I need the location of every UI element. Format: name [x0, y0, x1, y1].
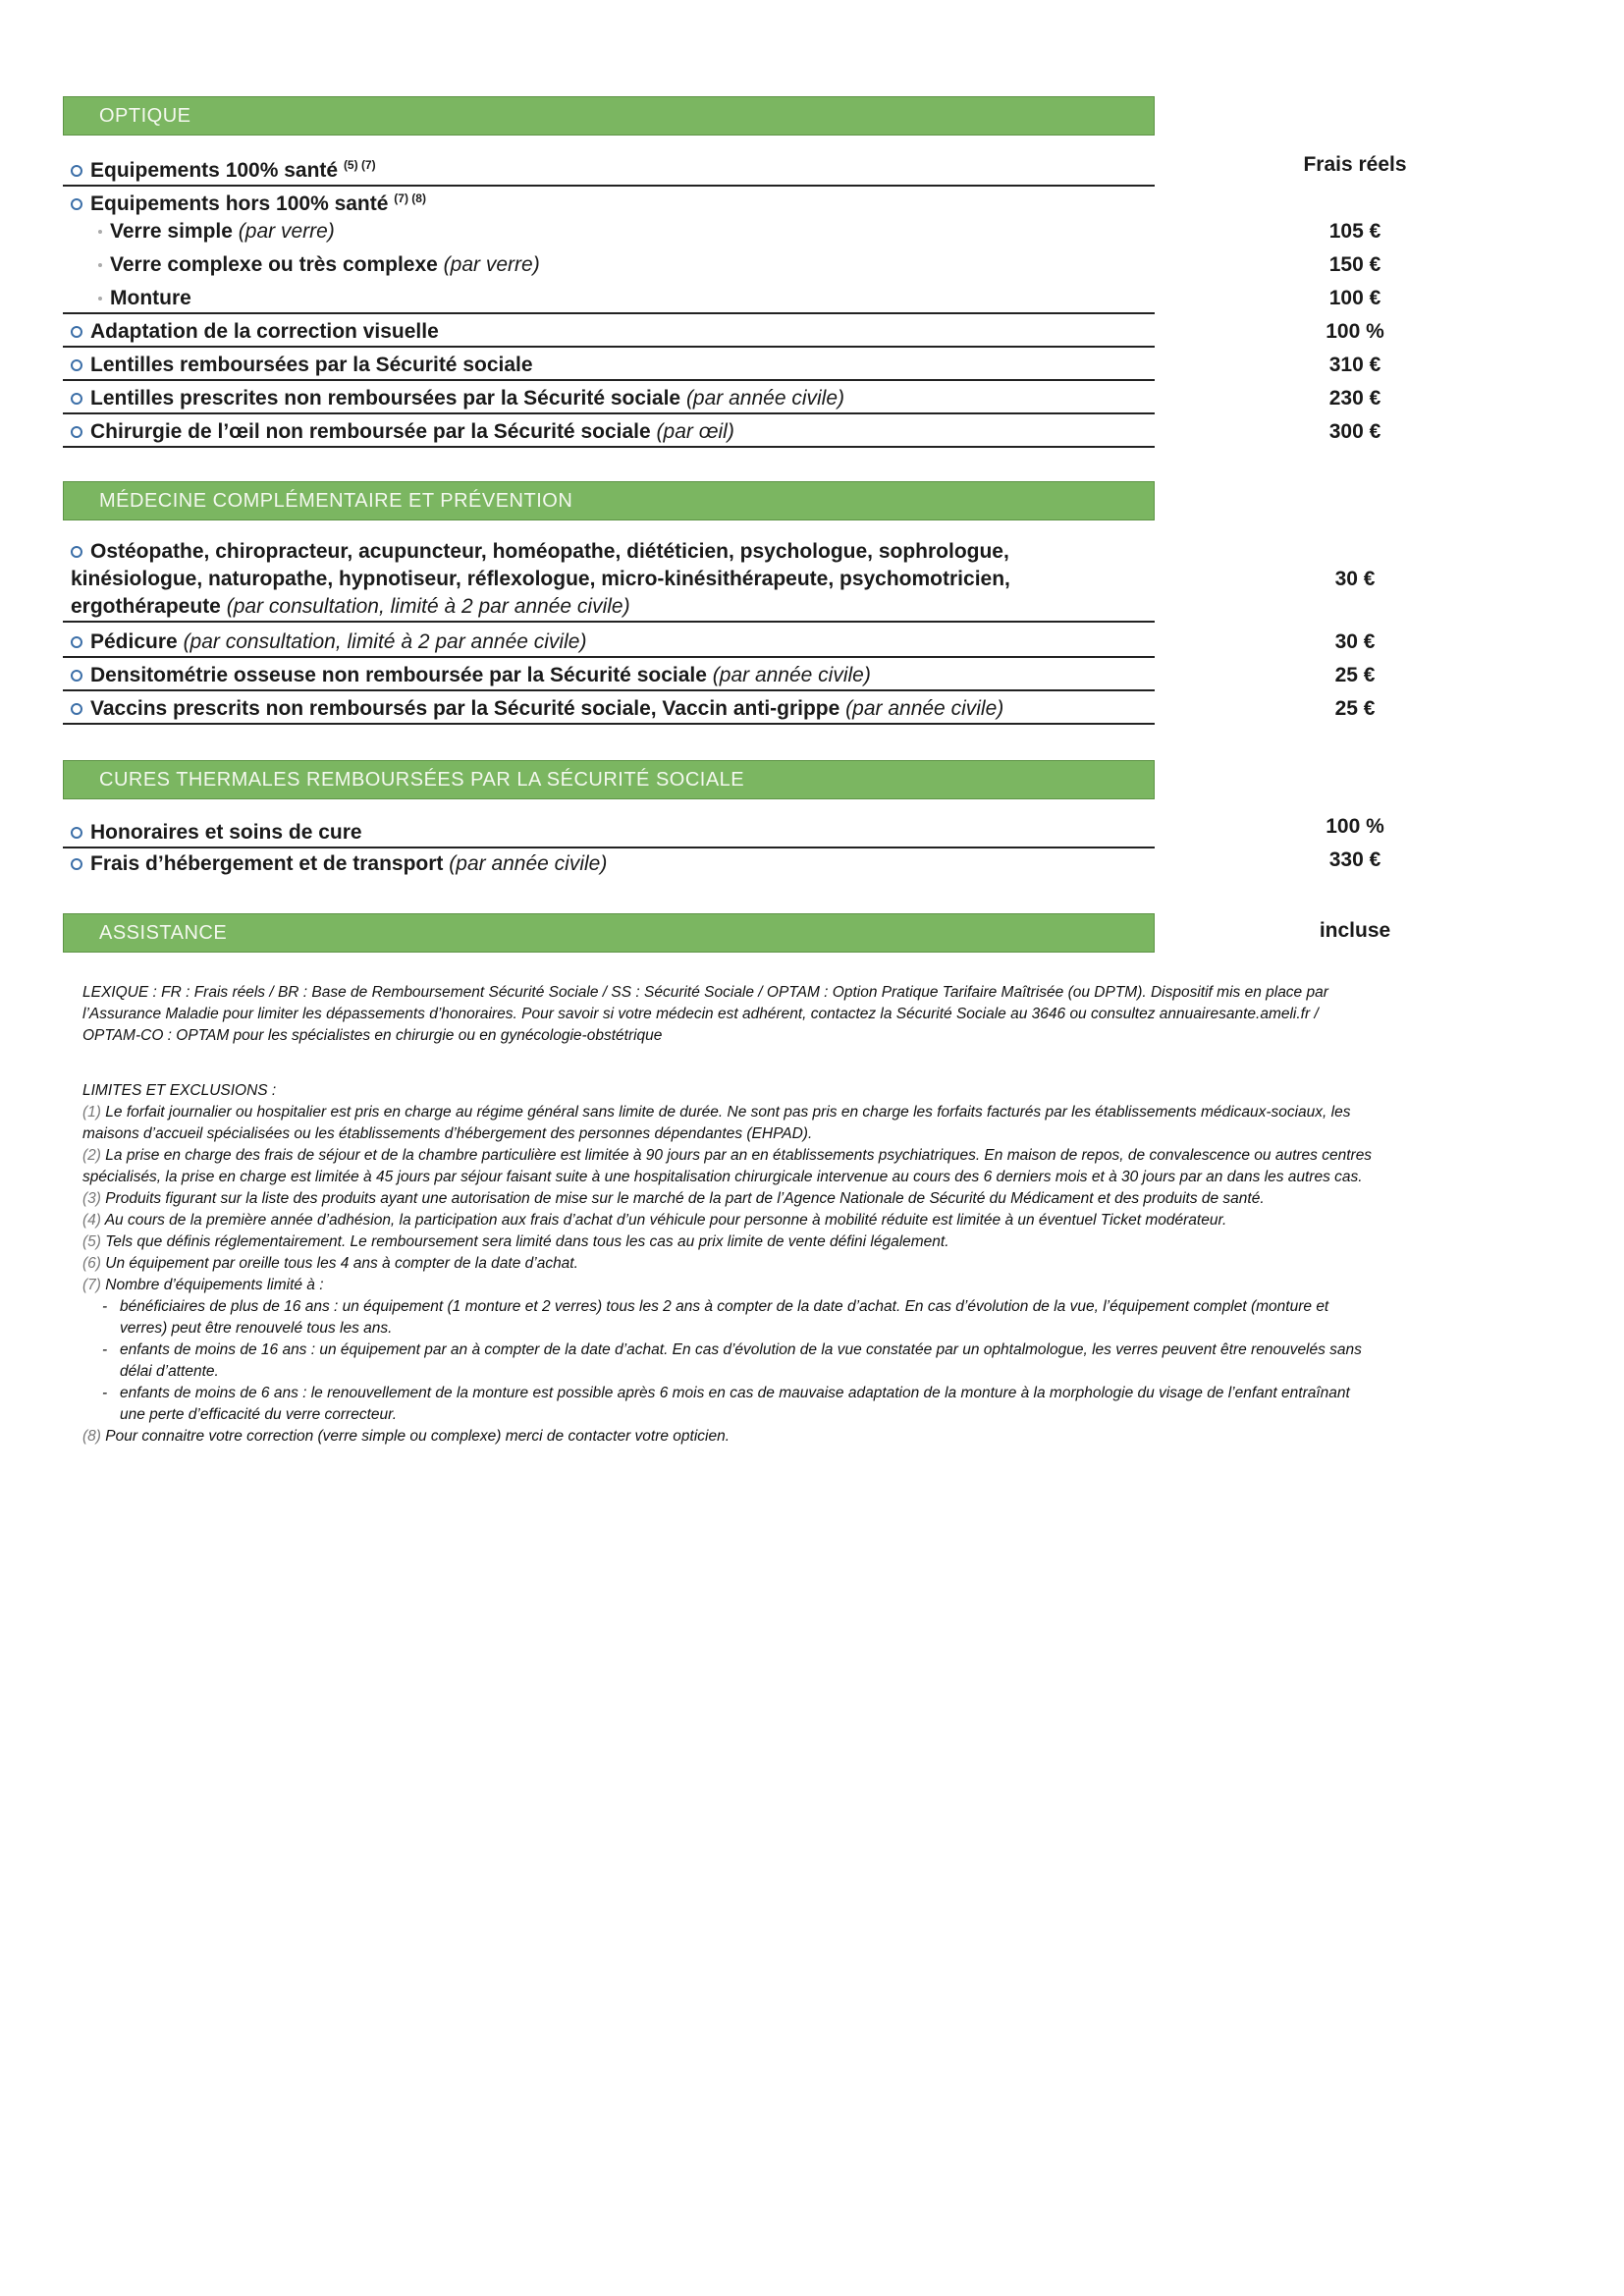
row-equipements-100-sante: Equipements 100% santé $^{(5) (7)}$ — [63, 151, 1155, 187]
section-header-cures: CURES THERMALES REMBOURSÉES PAR LA SÉCURITÉ SOCIALE — [63, 760, 1155, 799]
row-honoraires-cure: Honoraires et soins de cure — [63, 819, 1155, 848]
sub-bullet-icon — [98, 297, 102, 301]
bullet-icon — [71, 827, 82, 839]
bullet-icon — [71, 393, 82, 405]
row-chirurgie-oeil: Chirurgie de l’œil non remboursée par la Sécurité sociale (par œil) — [63, 418, 1155, 448]
sub-bullet-icon — [98, 230, 102, 234]
lexique-block — [82, 982, 1526, 1047]
bullet-icon — [71, 165, 82, 177]
note-7a: - bénéficiaires de plus de 16 ans : un équipement (1 monture et 2 verres) tous les 2 ans à compter de la date d’achat. En cas d’évolution de la vue, l’équipement complet (monture et — [82, 1296, 1526, 1318]
bullet-icon — [71, 198, 82, 210]
bullet-icon — [71, 546, 82, 558]
value-assistance: incluse — [1319, 919, 1391, 942]
row-lentilles-remboursees: Lentilles remboursées par la Sécurité sociale — [63, 352, 1155, 381]
lexique-line: LEXIQUE : FR : Frais réels / BR : Base de Remboursement Sécurité Sociale / SS : Sécurité Sociale / OPTAM : Option Pratique Tarifaire Maîtrisée (ou DPTM). Dispositif mis en place par — [82, 984, 1328, 1001]
note-7b: - enfants de moins de 16 ans : un équipement par an à compter de la date d’achat. En cas d’évolution de la vue constatée par un ophtalmologue, les verres peuvent être renouvelés sans — [82, 1339, 1526, 1361]
value-verre-simple: 105 € — [1328, 220, 1381, 243]
note-7c-cont: une perte d’efficacité du verre correcteur. — [120, 1406, 398, 1423]
row-densitometrie: Densitométrie osseuse non remboursée par la Sécurité sociale (par année civile) — [63, 662, 1155, 691]
note-5: (5) Tels que définis réglementairement. Le remboursement sera limité dans tous les cas au prix limite de vente défini légalement. — [82, 1233, 949, 1250]
note-8: (8) Pour connaitre votre correction (verre simple ou complexe) merci de contacter votre opticien. — [82, 1428, 731, 1445]
value-chirurgie-oeil: 300 € — [1328, 420, 1381, 443]
lexique-line: l’Assurance Maladie pour limiter les dépassements d’honoraires. Pour savoir si votre médecin est adhérent, contactez la Sécurité Sociale au 3646 ou consultez annuairesante.ameli.fr / — [82, 1006, 1319, 1022]
limites-title: LIMITES ET EXCLUSIONS : — [82, 1082, 277, 1099]
note-2: (2) La prise en charge des frais de séjour et de la chambre particulière est limitée à 90 jours par an en établissements psychiatriques. En maison de repos, de convalescence ou autres centres — [82, 1147, 1373, 1164]
row-verre-simple: Verre simple (par verre) — [63, 218, 1155, 246]
bullet-icon — [71, 636, 82, 648]
row-frais-hebergement: Frais d’hébergement et de transport (par année civile) — [63, 850, 1155, 878]
bullet-icon — [71, 703, 82, 715]
row-lentilles-non-remboursees: Lentilles prescrites non remboursées par la Sécurité sociale (par année civile) — [63, 385, 1155, 414]
value-lentilles-non-remboursees: 230 € — [1328, 387, 1381, 410]
value-monture: 100 € — [1328, 287, 1381, 309]
row-equipements-hors-100-sante: Equipements hors 100% santé $^{(7) (8)}$ — [63, 185, 1155, 218]
value-pedicure: 30 € — [1334, 630, 1376, 653]
value-honoraires-cure: 100 % — [1326, 815, 1384, 838]
row-pedicure: Pédicure (par consultation, limité à 2 par année civile) — [63, 629, 1155, 658]
value-verre-complexe: 150 € — [1328, 253, 1381, 276]
value-densitometrie: 25 € — [1334, 664, 1376, 686]
note-6: (6) Un équipement par oreille tous les 4 ans à compter de la date d’achat. — [82, 1255, 578, 1272]
note-7a-cont: verres) peut être renouvelé tous les ans. — [120, 1320, 393, 1337]
lexique-line: OPTAM-CO : OPTAM pour les spécialistes en chirurgie ou en gynécologie-obstétrique — [82, 1027, 663, 1044]
value-lentilles-remboursees: 310 € — [1328, 354, 1381, 376]
value-frais-hebergement: 330 € — [1328, 848, 1381, 871]
note-4: (4) Au cours de la première année d’adhésion, la participation aux frais d’achat d’un véhicule pour personne à mobilité réduite est limitée à un éventuel Ticket modérateur. — [82, 1212, 1227, 1229]
note-3: (3) Produits figurant sur la liste des produits ayant une autorisation de mise sur le marché de la part de l’Agence Nationale de Sécurité du Médicament et des produits de santé. — [82, 1190, 1265, 1207]
value-equipements-100-sante: Frais réels — [1303, 153, 1407, 176]
value-vaccins: 25 € — [1334, 697, 1376, 720]
section-header-medecine: MÉDECINE COMPLÉMENTAIRE ET PRÉVENTION — [63, 481, 1155, 520]
row-verre-complexe: Verre complexe ou très complexe (par verre) — [63, 251, 1155, 279]
note-1-cont: maisons d’accueil spécialisées ou les établissements d’hébergement des personnes dépendantes (EHPAD). — [82, 1125, 813, 1142]
note-2-cont: spécialisés, la prise en charge est limitée à 45 jours par séjour faisant suite à une hospitalisation chirurgicale intervenue au cours des 6 derniers mois et à 30 jours par an dans les autres cas. — [82, 1169, 1363, 1185]
row-vaccins: Vaccins prescrits non remboursés par la Sécurité sociale, Vaccin anti-grippe (par année civile) — [63, 695, 1155, 725]
bullet-icon — [71, 858, 82, 870]
section-header-assistance: ASSISTANCE — [63, 913, 1155, 953]
section-header-optique: OPTIQUE — [63, 96, 1155, 136]
sub-bullet-icon — [98, 263, 102, 267]
bullet-icon — [71, 670, 82, 682]
note-1: (1) Le forfait journalier ou hospitalier est pris en charge au régime général sans limite de durée. Ne sont pas pris en charge les forfaits facturés par les établissements médicaux-sociaux, les — [82, 1104, 1351, 1121]
limites-block — [82, 1080, 1526, 1448]
bullet-icon — [71, 359, 82, 371]
note-7b-cont: délai d’attente. — [120, 1363, 219, 1380]
bullet-icon — [71, 426, 82, 438]
value-medecines-douces: 30 € — [1334, 568, 1376, 590]
row-adaptation-correction: Adaptation de la correction visuelle — [63, 318, 1155, 348]
row-medecines-douces: Ostéopathe, chiropracteur, acupuncteur, homéopathe, diététicien, psychologue, sophrologue, kinésiologue, naturopathe, hypnotiseur, réflexologue, micro-kinésithérapeute, psychomotricien, ergothérapeute (par consultation, limité à 2 par année civile) — [63, 538, 1155, 623]
value-adaptation-correction: 100 % — [1326, 320, 1384, 343]
row-monture: Monture — [63, 285, 1155, 314]
bullet-icon — [71, 326, 82, 338]
note-7c: - enfants de moins de 6 ans : le renouvellement de la monture est possible après 6 mois en cas de mauvaise adaptation de la monture à la morphologie du visage de l’enfant entraînant — [82, 1383, 1526, 1404]
note-7: (7) Nombre d’équipements limité à : — [82, 1277, 324, 1293]
